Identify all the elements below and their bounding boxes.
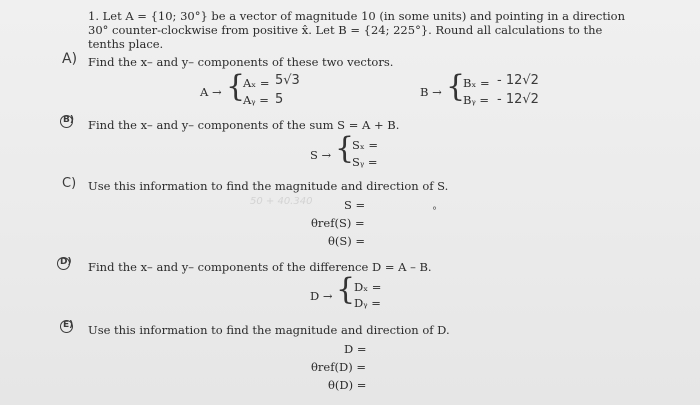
- d-direction-label: θ(D) =: [328, 378, 367, 392]
- s-magnitude-label: S =: [344, 198, 366, 212]
- part-b-marker: B): [63, 115, 74, 125]
- bx-answer: - 12√2: [497, 73, 539, 88]
- part-a-prompt: Find the x– and y– components of these two vectors.: [88, 55, 394, 69]
- s-direction-label: θ(S) =: [328, 234, 366, 248]
- vector-d-brace: {: [336, 272, 356, 307]
- faint-erased-note: 50 + 40.340: [250, 196, 313, 207]
- vector-a-label: A →: [200, 85, 222, 99]
- part-e-prompt: Use this information to find the magnitude and direction of D.: [88, 323, 450, 337]
- problem-line-1: 1. Let A = {10; 30°} be a vector of magnitude 10 (in some units) and pointing in a direction: [88, 9, 626, 23]
- dx-label: Dₓ =: [354, 280, 382, 294]
- s-ref-angle-label: θref(S) =: [311, 216, 365, 230]
- part-b-prompt: Find the x– and y– components of the sum S = A + B.: [88, 118, 400, 132]
- vector-b-brace: {: [446, 69, 466, 104]
- part-a-marker: A): [62, 51, 78, 67]
- d-ref-angle-label: θref(D) =: [311, 360, 366, 374]
- sy-label: Sᵧ =: [352, 155, 378, 169]
- bx-label: Bₓ =: [463, 76, 490, 90]
- d-magnitude-label: D =: [344, 342, 367, 356]
- problem-line-2: 30° counter-clockwise from positive x̂. Let B = {24; 225°}. Round all calculations to the: [88, 23, 603, 37]
- by-answer: - 12√2: [497, 92, 539, 107]
- vector-b-label: B →: [420, 85, 442, 99]
- vector-d-label: D →: [310, 289, 333, 303]
- ax-label: Aₓ =: [243, 76, 270, 90]
- part-d-marker: D): [60, 257, 72, 267]
- by-label: Bᵧ =: [463, 93, 490, 107]
- sx-label: Sₓ =: [352, 138, 379, 152]
- problem-line-3: tenths place.: [88, 37, 164, 51]
- part-c-marker: C): [62, 176, 77, 191]
- ay-answer: 5: [275, 92, 284, 107]
- degree-mark: °: [432, 206, 437, 217]
- ax-answer: 5√3: [275, 73, 300, 88]
- part-c-prompt: Use this information to find the magnitude and direction of S.: [88, 179, 449, 193]
- vector-s-brace: {: [335, 131, 355, 166]
- dy-label: Dᵧ =: [354, 296, 381, 310]
- ay-label: Aᵧ =: [243, 93, 269, 107]
- vector-s-label: S →: [310, 148, 332, 162]
- part-e-marker: E): [63, 320, 74, 330]
- vector-a-brace: {: [226, 69, 246, 104]
- part-d-prompt: Find the x– and y– components of the difference D = A – B.: [88, 260, 432, 274]
